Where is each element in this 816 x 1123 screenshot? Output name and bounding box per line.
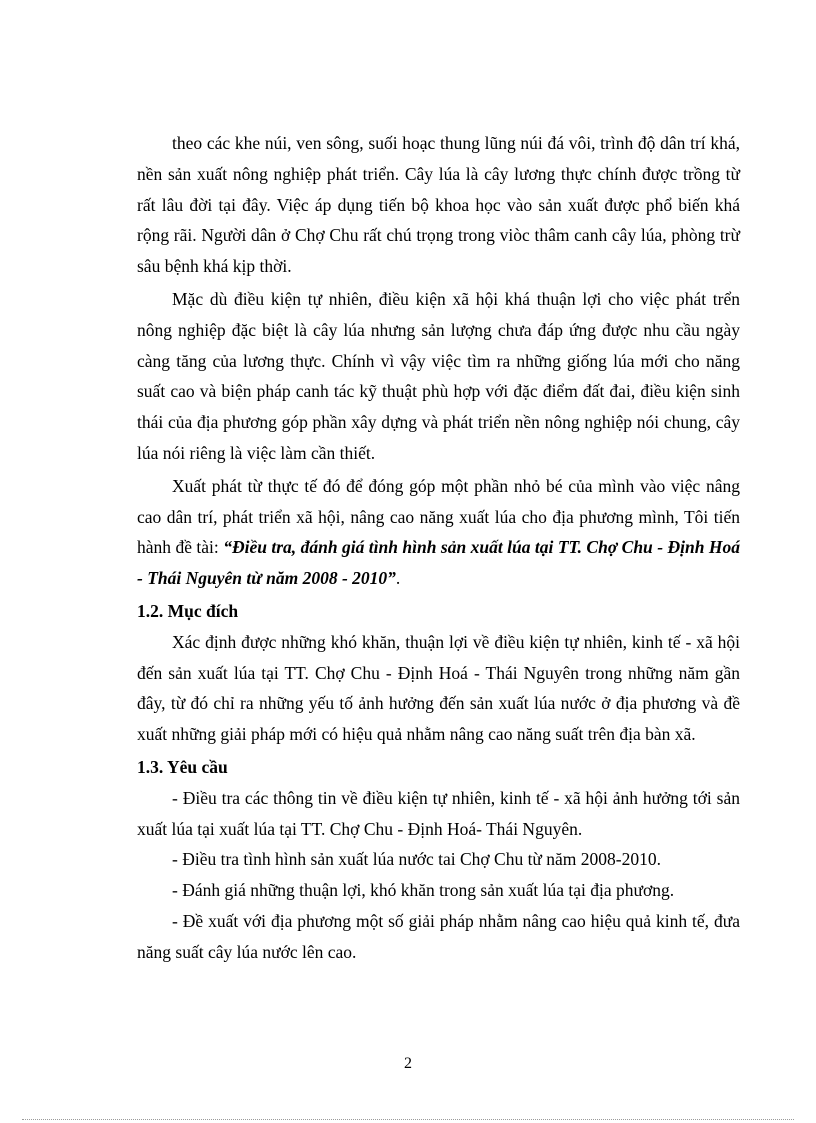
paragraph-topic-end: . [395, 568, 401, 589]
requirement-item: - Điều tra tình hình sản xuất lúa nước tai Chợ Chu từ năm 2008-2010. [172, 849, 662, 870]
section-heading-requirements: 1.3. Yêu cầu [137, 756, 228, 777]
requirement-item: - Đánh giá những thuận lợi, khó khăn trong sản xuất lúa tại địa phương. [172, 880, 675, 901]
section-heading-purpose: 1.2. Mục đích [137, 600, 239, 621]
page-body [137, 128, 740, 968]
requirement-item: - Điều tra các thông tin về điều kiện tự nhiên, kinh tế - xã hội ảnh hưởng tới sản xuất lúa tại xuất lúa tại TT. Chợ Chu - Định Hoá- Thái Nguyên. [137, 787, 740, 839]
paragraph-topic [137, 471, 740, 594]
paragraph-intro-conditions: theo các khe núi, ven sông, suối hoạc thung lũng núi đá vôi, trình độ dân trí khá, nền sản xuất nông nghiệp phát triển. Cây lúa là cây lương thực chính được trồng từ rất lâu đời tại đây. Việc áp dụng tiến bộ khoa học vào sản xuất được phổ biến khá rộng rãi. Người dân ở Chợ Chu rất chú trọng trong viòc thâm canh cây lúa, phòng trừ sâu bệnh khá kịp thời. [137, 133, 740, 277]
requirement-item: - Đề xuất với địa phương một số giải pháp nhằm nâng cao hiệu quả kinh tế, đưa năng suất cây lúa nước lên cao. [137, 910, 740, 962]
paragraph-rationale: Mặc dù điều kiện tự nhiên, điều kiện xã hội khá thuận lợi cho việc phát trển nông nghiệp đặc biệt là cây lúa nhưng sản lượng chưa đáp ứng được nhu cầu ngày càng tăng của lương thực. Chính vì vậy việc tìm ra những giống lúa mới cho năng suất cao và biện pháp canh tác kỹ thuật phù hợp với đặc điểm đất đai, điều kiện sinh thái của địa phương góp phần xây dựng và phát triển nền nông nghiệp nói chung, cây lúa nói riêng là việc làm cần thiết. [137, 288, 740, 463]
page-bottom-divider [22, 1119, 794, 1120]
paragraph-purpose: Xác định được những khó khăn, thuận lợi về điều kiện tự nhiên, kinh tế - xã hội đến sản xuất lúa tại TT. Chợ Chu - Định Hoá - Thái Nguyên trong những năm gần đây, từ đó chỉ ra những yếu tố ảnh hưởng đến sản xuất lúa nước ở địa phương và đề xuất những giải pháp mới có hiệu quả nhằm nâng cao năng suất trên địa bàn xã. [137, 631, 740, 745]
research-title: “Điều tra, đánh giá tình hình sản xuất lúa tại TT. Chợ Chu - Định Hoá - Thái Nguyên từ năm 2008 - 2010” [137, 537, 740, 589]
page-number: 2 [404, 1055, 412, 1072]
paragraph-topic-lead: Xuất phát từ thực tế đó để đóng góp một phần nhỏ bé của mình vào việc nâng cao dân trí, phát triển xã hội, nâng cao năng xuất lúa cho địa phương mình, Tôi tiến hành đề tài: [137, 475, 740, 558]
